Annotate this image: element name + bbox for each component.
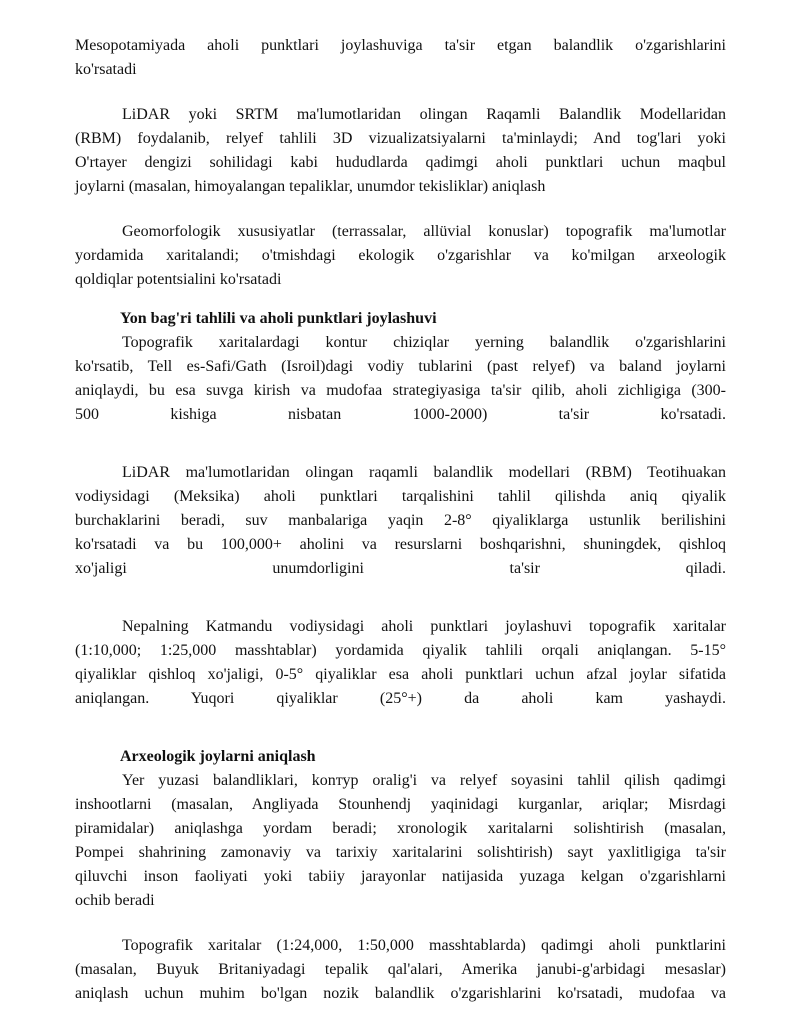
text-line: (1:10,000; 1:25,000 masshtablar) yordamida qiyalik tahlili orqali aniqlangan. 5-15° bbox=[75, 642, 726, 659]
text-line: Topografik xaritalar (1:24,000, 1:50,000 masshtablarda) qadimgi aholi punktlarini bbox=[122, 937, 726, 954]
text-line: aniqlaydi, bu esa suvga kirish va mudofaa strategiyasiga ta'sir qilib, aholi zichligiga (300- bbox=[75, 382, 726, 399]
text-line: Topografik xaritalardagi kontur chiziqlar yerning balandlik o'zgarishlarini bbox=[122, 334, 726, 351]
paragraph-3 bbox=[75, 220, 726, 292]
text-line: ko'rsatib, Tell es-Safi/Gath (Isroil)dagi vodiy tublarini (past relyef) va baland joylarni bbox=[75, 358, 726, 375]
text-line: piramidalar) aniqlashga yordam beradi; xronologik xaritalarni solishtirish (masalan, bbox=[75, 820, 726, 837]
text-line: yordamida xaritalandi; o'tmishdagi ekologik o'zgarishlar va ko'milgan arxeologik bbox=[75, 247, 726, 264]
text-line: Mesopotamiyada aholi punktlari joylashuviga ta'sir etgan balandlik o'zgarishlarini bbox=[75, 37, 726, 54]
text-line: joylarni (masalan, himoyalangan tepaliklar, unumdor tekisliklar) aniqlash bbox=[75, 178, 546, 195]
paragraph-7 bbox=[75, 769, 726, 913]
paragraph-2 bbox=[75, 103, 726, 199]
text-line: (masalan, Buyuk Britaniyadagi tepalik qal'alari, Amerika janubi-g'arbidagi mesaslar) bbox=[75, 961, 726, 978]
text-line: vodiysidagi (Meksika) aholi punktlari tarqalishini tahlil qilishda aniq qiyalik bbox=[75, 488, 726, 505]
text-line: xo'jaligi unumdorligini ta'sir qiladi. bbox=[75, 560, 726, 577]
section-heading-slope-analysis: Yon bag'ri tahlili va aholi punktlari joylashuvi bbox=[120, 310, 437, 327]
text-line: (RBM) foydalanib, relyef tahlili 3D vizualizatsiyalarni ta'minlaydi; And tog'lari yoki bbox=[75, 130, 726, 147]
text-line: Yer yuzasi balandliklari, konтур oralig'i va relyef soyasini tahlil qilish qadimgi bbox=[122, 772, 726, 789]
text-line: qoldiqlar potentsialini ko'rsatadi bbox=[75, 271, 282, 288]
text-line: LiDAR yoki SRTM ma'lumotlaridan olingan Raqamli Balandlik Modellaridan bbox=[122, 106, 726, 123]
text-line: inshootlarni (masalan, Angliyada Stounhendj yaqinidagi kurganlar, ariqlar; Misrdagi bbox=[75, 796, 726, 813]
text-line: ko'rsatadi bbox=[75, 61, 137, 78]
paragraph-5 bbox=[75, 461, 726, 581]
text-line: 500 kishiga nisbatan 1000-2000) ta'sir ko'rsatadi. bbox=[75, 406, 726, 423]
text-line: Pompei shahrining zamonaviy va tarixiy xaritalarini solishtirish) sayt yaxlitligiga ta'sir bbox=[75, 844, 726, 861]
paragraph-4 bbox=[75, 331, 726, 427]
text-line: aniqlangan. Yuqori qiyaliklar (25°+) da aholi kam yashaydi. bbox=[75, 690, 726, 707]
text-line: burchaklarini beradi, suv manbalariga yaqin 2-8° qiyaliklarga ustunlik berilishini bbox=[75, 512, 726, 529]
text-line: LiDAR ma'lumotlaridan olingan raqamli balandlik modellari (RBM) Teotihuakan bbox=[122, 464, 726, 481]
paragraph-1 bbox=[75, 34, 726, 82]
text-line: ochib beradi bbox=[75, 892, 155, 909]
text-line: Nepalning Katmandu vodiysidagi aholi punktlari joylashuvi topografik xaritalar bbox=[122, 618, 726, 635]
text-line: ko'rsatadi va bu 100,000+ aholini va resurslarni boshqarishni, shuningdek, qishloq bbox=[75, 536, 726, 553]
text-line: O'rtayer dengizi sohilidagi kabi hududlarda qadimgi aholi punktlari uchun maqbul bbox=[75, 154, 726, 171]
document-page bbox=[75, 34, 726, 1006]
text-line: qiyaliklar qishloq xo'jaligi, 0-5° qiyaliklar esa aholi punktlari uchun afzal joylar sifatida bbox=[75, 666, 726, 683]
paragraph-8 bbox=[75, 934, 726, 1006]
text-line: qiluvchi inson faoliyati yoki tabiiy jarayonlar natijasida yuzaga kelgan o'zgarishlarni bbox=[75, 868, 726, 885]
section-heading-archaeological-sites: Arxeologik joylarni aniqlash bbox=[120, 748, 316, 765]
text-line: aniqlash uchun muhim bo'lgan nozik balandlik o'zgarishlarini ko'rsatadi, mudofaa va bbox=[75, 985, 726, 1002]
paragraph-6 bbox=[75, 615, 726, 711]
text-line: Geomorfologik xususiyatlar (terrassalar, allüvial konuslar) topografik ma'lumotlar bbox=[122, 223, 726, 240]
